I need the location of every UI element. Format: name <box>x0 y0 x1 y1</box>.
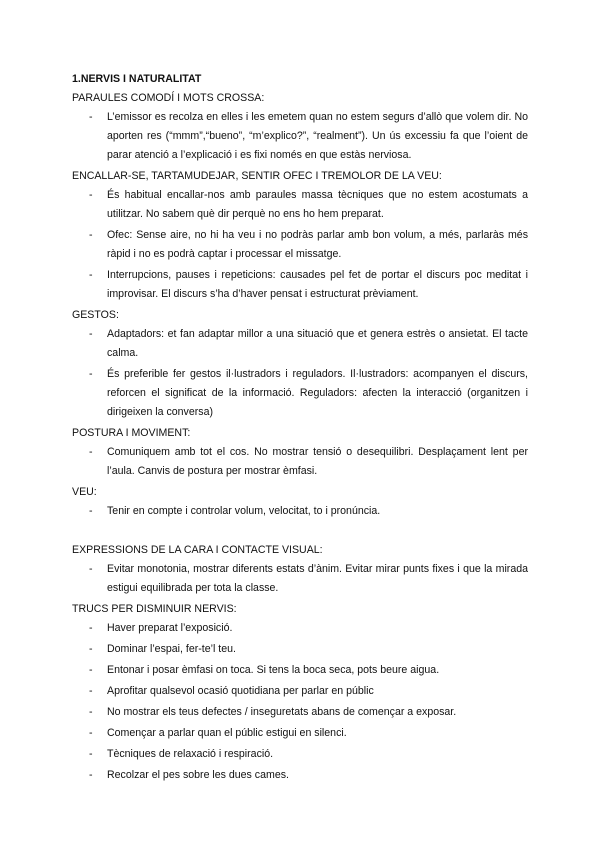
section-list-encallar <box>72 186 528 304</box>
section-heading-paraules: PARAULES COMODÍ I MOTS CROSSA: <box>72 92 265 104</box>
bullet-dash: - <box>89 748 93 760</box>
section-heading-expressions: EXPRESSIONS DE LA CARA I CONTACTE VISUAL: <box>72 544 323 556</box>
list-item: - Adaptadors: et fan adaptar millor a una situació que et genera estrès o ansietat. El tacte calma. <box>72 325 528 363</box>
list-item: - Tècniques de relaxació i respiració. <box>72 745 528 764</box>
bullet-dash: - <box>89 328 93 340</box>
list-item: - Interrupcions, pauses i repeticions: causades pel fet de portar el discurs poc meditat i improvisar. El discurs s’ha d’haver pensat i estructurat prèviament. <box>72 266 528 304</box>
list-item: - Haver preparat l’exposició. <box>72 619 528 638</box>
bullet-dash: - <box>89 368 93 380</box>
bullet-dash: - <box>89 446 93 458</box>
section-list-postura <box>72 443 528 481</box>
list-item: - L’emissor es recolza en elles i les emetem quan no estem segurs d’allò que volem dir. No aporten res (“mmm”,“bueno”, “m’explico?”, “realment”). Un ús excessiu fa que l’oient de parar atenció a l’explicació i es fixi només en que estàs nerviosa. <box>72 108 528 165</box>
list-item: - És habitual encallar-nos amb paraules massa tècniques que no estem acostumats a utilitzar. No sabem què dir perquè no ens ho hem preparat. <box>72 186 528 224</box>
bullet-dash: - <box>89 189 93 201</box>
paragraph-spacer <box>72 523 528 541</box>
list-item: - Tenir en compte i controlar volum, velocitat, to i pronúncia. <box>72 502 528 521</box>
list-item: - Ofec: Sense aire, no hi ha veu i no podràs parlar amb bon volum, a més, parlaràs més ràpid i no es podrà captar i processar el missatge. <box>72 226 528 264</box>
section-heading-gestos: GESTOS: <box>72 309 119 321</box>
bullet-dash: - <box>89 505 93 517</box>
bullet-dash: - <box>89 769 93 781</box>
section-list-gestos <box>72 325 528 422</box>
list-item: - És preferible fer gestos il·lustradors i reguladors. Il·lustradors: acompanyen el discurs, reforcen el significat de la informació. Reguladors: afecten la interacció (organitzen i dirigeixen la conversa) <box>72 365 528 422</box>
section-list-veu <box>72 502 528 521</box>
list-item: - Aprofitar qualsevol ocasió quotidiana per parlar en públic <box>72 682 528 701</box>
section-heading-postura: POSTURA I MOVIMENT: <box>72 427 191 439</box>
section-list-expressions <box>72 560 528 598</box>
section-heading-trucs: TRUCS PER DISMINUIR NERVIS: <box>72 603 237 615</box>
list-item: - Entonar i posar èmfasi on toca. Si tens la boca seca, pots beure aigua. <box>72 661 528 680</box>
list-item: - Començar a parlar quan el públic estigui en silenci. <box>72 724 528 743</box>
section-heading-veu: VEU: <box>72 486 97 498</box>
bullet-dash: - <box>89 563 93 575</box>
bullet-dash: - <box>89 622 93 634</box>
bullet-dash: - <box>89 269 93 281</box>
section-list-trucs <box>72 619 528 785</box>
section-heading-encallar: ENCALLAR-SE, TARTAMUDEJAR, SENTIR OFEC I TREMOLOR DE LA VEU: <box>72 170 442 182</box>
bullet-dash: - <box>89 706 93 718</box>
bullet-dash: - <box>89 685 93 697</box>
bullet-dash: - <box>89 727 93 739</box>
list-item: - Dominar l’espai, fer-te’l teu. <box>72 640 528 659</box>
section-list-paraules <box>72 108 528 165</box>
list-item: - Recolzar el pes sobre les dues cames. <box>72 766 528 785</box>
list-item: - Evitar monotonia, mostrar diferents estats d’ànim. Evitar mirar punts fixes i que la mirada estigui equilibrada per tota la classe. <box>72 560 528 598</box>
bullet-dash: - <box>89 643 93 655</box>
bullet-dash: - <box>89 664 93 676</box>
list-item: - No mostrar els teus defectes / inseguretats abans de començar a exposar. <box>72 703 528 722</box>
document-title: 1.NERVIS I NATURALITAT <box>72 73 202 85</box>
bullet-dash: - <box>89 229 93 241</box>
list-item: - Comuniquem amb tot el cos. No mostrar tensió o desequilibri. Desplaçament lent per l’aula. Canvis de postura per mostrar èmfasi. <box>72 443 528 481</box>
bullet-dash: - <box>89 111 93 123</box>
document-page <box>72 70 528 787</box>
